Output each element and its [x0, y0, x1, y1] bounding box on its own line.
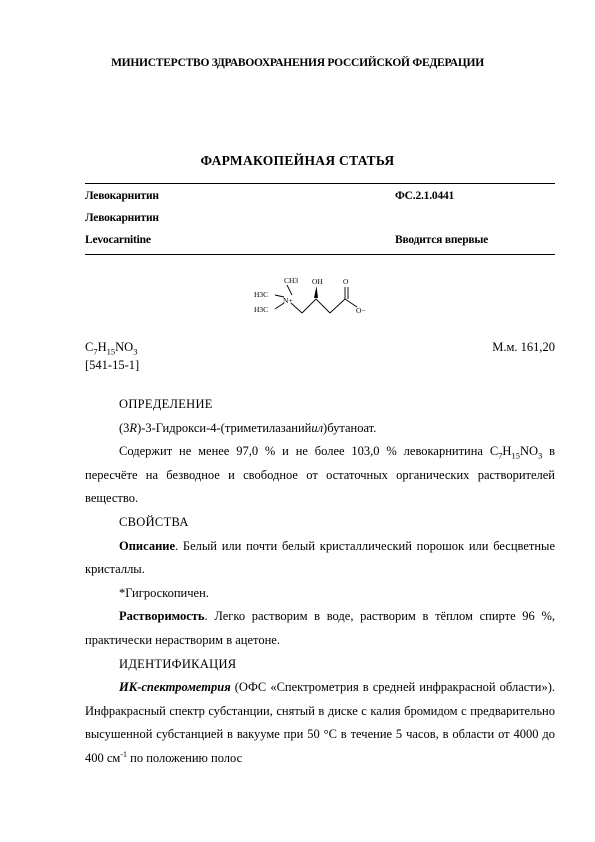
ch3-top-label: CH3	[284, 276, 299, 285]
meta-row-3	[85, 234, 555, 246]
substance-name-latin: Levocarnitine	[85, 234, 151, 246]
o-top-label: O	[343, 277, 349, 286]
monograph-body	[85, 393, 555, 771]
cas-number: [541-15-1]	[85, 358, 140, 372]
hygroscopic-note: *Гигроскопичен.	[119, 585, 209, 600]
wedge-bond	[314, 286, 318, 298]
ministry-header: МИНИСТЕРСТВО ЗДРАВООХРАНЕНИЯ РОССИЙСКОЙ ФЕДЕРАЦИИ	[111, 57, 484, 69]
meta-row-1	[85, 190, 555, 202]
molecular-formula: $C_7H_{15}NO_3$	[85, 340, 138, 357]
n-plus-label: N+	[283, 296, 293, 305]
section-heading-properties: СВОЙСТВА	[119, 514, 189, 529]
content-specification: Содержит не менее 97,0 % и не более 103,0 % левокарнитина $C_7H_{15}NO_3$ в пересчёте на безводное и свободное от остаточных органических растворителей вещество.	[85, 444, 555, 506]
chemical-name: (3R)-3-Гидрокси-4-(триметилазанийил)бутаноат.	[119, 420, 377, 435]
description-paragraph: Описание. Белый или почти белый кристаллический порошок или бесцветные кристаллы.	[85, 538, 555, 577]
monograph-code: ФС.2.1.0441	[395, 190, 455, 202]
substance-name-ru: Левокарнитин	[85, 190, 159, 202]
section-heading-definition: ОПРЕДЕЛЕНИЕ	[119, 397, 213, 411]
h3c-label-2: H3C	[254, 305, 269, 314]
structural-formula	[250, 273, 390, 328]
meta-row-2	[85, 212, 555, 224]
oh-label: OH	[312, 277, 323, 286]
molecular-mass: М.м. 161,20	[492, 340, 555, 354]
section-heading-identification: ИДЕНТИФИКАЦИЯ	[119, 656, 237, 671]
introduction-status: Вводится впервые	[395, 234, 489, 246]
header-rule-bottom	[85, 254, 555, 255]
h3c-label-1: H3C	[254, 290, 269, 299]
header-rule-top	[85, 183, 555, 184]
solubility-paragraph: Растворимость. Легко растворим в воде, растворим в тёплом спирте 96 %, практически нерастворим в ацетоне.	[85, 609, 555, 647]
o-minus-label: O−	[356, 306, 366, 315]
document-type-title: ФАРМАКОПЕЙНАЯ СТАТЬЯ	[200, 153, 395, 168]
ir-spectrometry-paragraph: ИК-спектрометрия (ОФС «Спектрометрия в средней инфракрасной области»). Инфракрасный спектр субстанции, снятый в диске с калия бромидом с предварительно высушенной субстанцией в вакууме при 50 °С в течение 5 часов, в области от 4000 до 400 $см^{-1}$ по положению полос	[85, 680, 555, 765]
substance-name-ru-2: Левокарнитин	[85, 212, 159, 224]
